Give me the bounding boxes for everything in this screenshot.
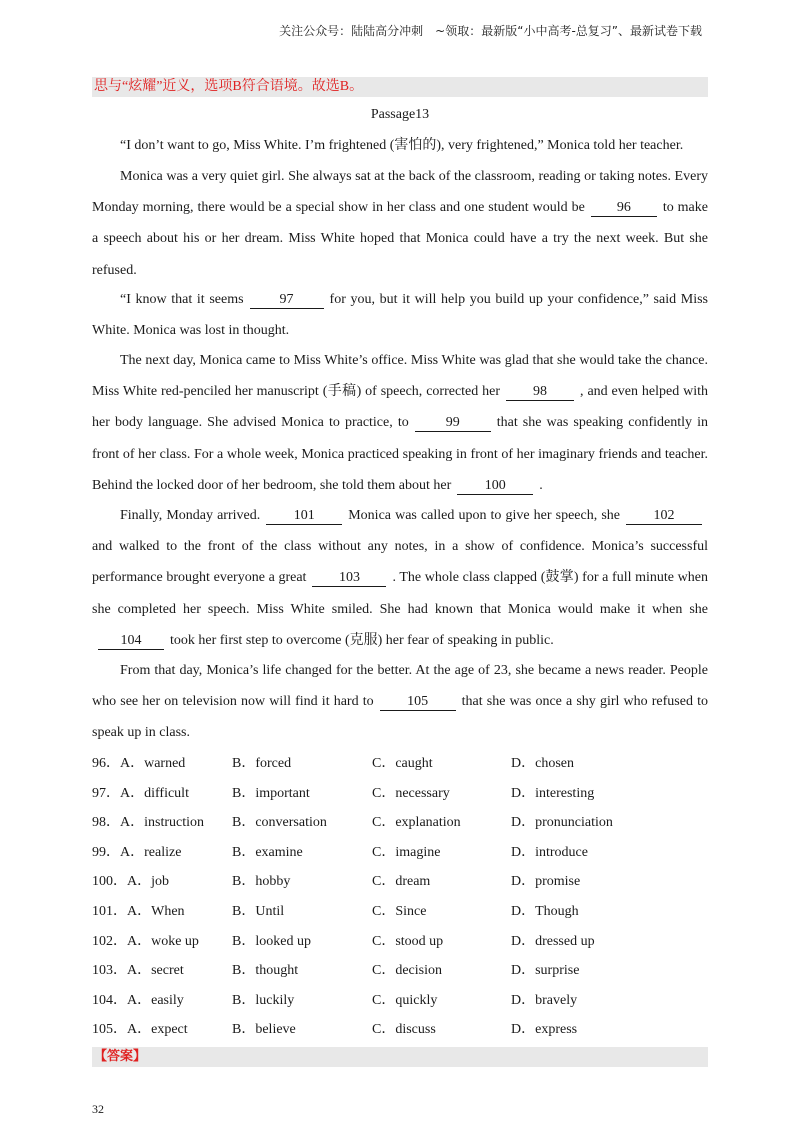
option-d[interactable]: D．dressed up — [511, 933, 595, 949]
option-d[interactable]: D．Though — [511, 903, 579, 919]
option-b[interactable]: B．examine — [232, 844, 303, 860]
option-b[interactable]: B．looked up — [232, 933, 311, 949]
option-a[interactable]: 100．A．job — [92, 874, 169, 890]
option-b[interactable]: B．thought — [232, 963, 299, 979]
blank-96[interactable]: 96 — [591, 199, 657, 217]
paragraph-4: The next day, Monica came to Miss White’s office. Miss White was glad that she would take the chance. Miss White red-penciled her manuscript (手稿) of speech, corrected her 98 , and even helped with her body language. She advised Monica to practice, to 99 that she was speaking confidently in front of her class. For a whole week, Monica practiced speaking in front of her imaginary friends and teacher. Behind the locked door of her bedroom, she told them about her 100 . — [92, 353, 708, 493]
blank-104[interactable]: 104 — [98, 632, 164, 650]
options-list — [92, 752, 712, 1048]
answer-highlight-bar — [92, 1047, 708, 1067]
page-header: 关注公众号：陆陆高分冲刺 ~领取：最新版“小中高考-总复习”、最新试卷下载 — [279, 24, 702, 38]
option-d[interactable]: D．surprise — [511, 963, 580, 979]
paragraph-5: Finally, Monday arrived. 101 Monica was called upon to give her speech, she 102and walked to the front of the class without any notes, in a show of confidence. Monica’s successful performance brought everyone a great 103 . The whole class clapped (鼓掌) for a full minute when she completed her speech. Miss White smiled. She had known that Monica would make it when she104 took her first step to overcome (克服) her fear of speaking in public. — [92, 508, 709, 648]
options-row-105 — [92, 1018, 712, 1048]
option-d[interactable]: D．interesting — [511, 785, 595, 801]
options-row-98 — [92, 811, 712, 841]
option-b[interactable]: B．conversation — [232, 815, 327, 831]
option-a[interactable]: 99．A．realize — [92, 844, 182, 860]
blank-97[interactable]: 97 — [250, 291, 324, 309]
blank-100[interactable]: 100 — [457, 477, 533, 495]
previous-explanation: 思与“炫耀”近义，选项B符合语境。故选B。 — [94, 79, 364, 94]
page-number: 32 — [92, 1102, 104, 1116]
option-d[interactable]: D．chosen — [511, 756, 574, 771]
option-c[interactable]: C．necessary — [372, 785, 450, 801]
option-c[interactable]: C．discuss — [372, 1022, 436, 1038]
option-b[interactable]: B．believe — [232, 1022, 296, 1038]
option-a[interactable]: 96．A．warned — [92, 756, 186, 771]
option-d[interactable]: D．bravely — [511, 992, 578, 1008]
options-row-97 — [92, 782, 712, 812]
options-row-100 — [92, 870, 712, 900]
options-row-103 — [92, 959, 712, 989]
option-c[interactable]: C．Since — [372, 903, 427, 919]
option-a[interactable]: 102．A．woke up — [92, 933, 199, 949]
option-b[interactable]: B．hobby — [232, 874, 291, 890]
option-d[interactable]: D．express — [511, 1022, 578, 1038]
option-d[interactable]: D．pronunciation — [511, 815, 613, 831]
option-c[interactable]: C．quickly — [372, 992, 438, 1008]
options-row-102 — [92, 930, 712, 960]
option-c[interactable]: C．imagine — [372, 844, 441, 860]
option-c[interactable]: C．explanation — [372, 815, 461, 831]
option-d[interactable]: D．introduce — [511, 844, 588, 860]
blank-103[interactable]: 103 — [312, 569, 386, 587]
option-c[interactable]: C．caught — [372, 756, 433, 771]
option-b[interactable]: B．luckily — [232, 992, 295, 1008]
option-a[interactable]: 97．A．difficult — [92, 785, 189, 801]
passage-title: Passage13 — [370, 107, 430, 122]
options-row-104 — [92, 989, 712, 1019]
option-a[interactable]: 105．A．expect — [92, 1022, 188, 1038]
paragraph-2: Monica was a very quiet girl. She always sat at the back of the classroom, reading or taking notes. Every Monday morning, there would be a special show in her class and one student would be 96 to make a speech about his or her dream. Miss White hoped that Monica could have a try the next week. But she refused. — [92, 169, 708, 278]
option-a[interactable]: 98．A．instruction — [92, 815, 204, 831]
option-b[interactable]: B．forced — [232, 756, 292, 771]
answer-label: 【答案】 — [94, 1049, 147, 1064]
option-c[interactable]: C．dream — [372, 874, 431, 890]
options-row-99 — [92, 841, 712, 871]
option-c[interactable]: C．decision — [372, 963, 442, 979]
option-c[interactable]: C．stood up — [372, 933, 444, 949]
option-a[interactable]: 101．A．When — [92, 903, 185, 919]
option-a[interactable]: 103．A．secret — [92, 963, 184, 979]
option-a[interactable]: 104．A．easily — [92, 992, 184, 1008]
paragraph-3: “I know that it seems 97 for you, but it will help you build up your confidence,” said Miss White. Monica was lost in thought. — [92, 292, 708, 339]
blank-99[interactable]: 99 — [415, 414, 491, 432]
option-b[interactable]: B．important — [232, 785, 310, 801]
options-row-96 — [92, 752, 712, 782]
option-d[interactable]: D．promise — [511, 874, 581, 890]
blank-101[interactable]: 101 — [266, 507, 342, 525]
blank-98[interactable]: 98 — [506, 383, 574, 401]
paragraph-1: “I don’t want to go, Miss White. I’m frightened (害怕的), very frightened,” Monica told her teacher. — [120, 138, 684, 153]
blank-102[interactable]: 102 — [626, 507, 702, 525]
blank-105[interactable]: 105 — [380, 693, 456, 711]
paragraph-6: From that day, Monica’s life changed for the better. At the age of 23, she became a news reader. People who see her on television now will find it hard to 105 that she was once a shy girl who refused to speak up in class. — [92, 663, 708, 741]
options-row-101 — [92, 900, 712, 930]
option-b[interactable]: B．Until — [232, 903, 285, 919]
